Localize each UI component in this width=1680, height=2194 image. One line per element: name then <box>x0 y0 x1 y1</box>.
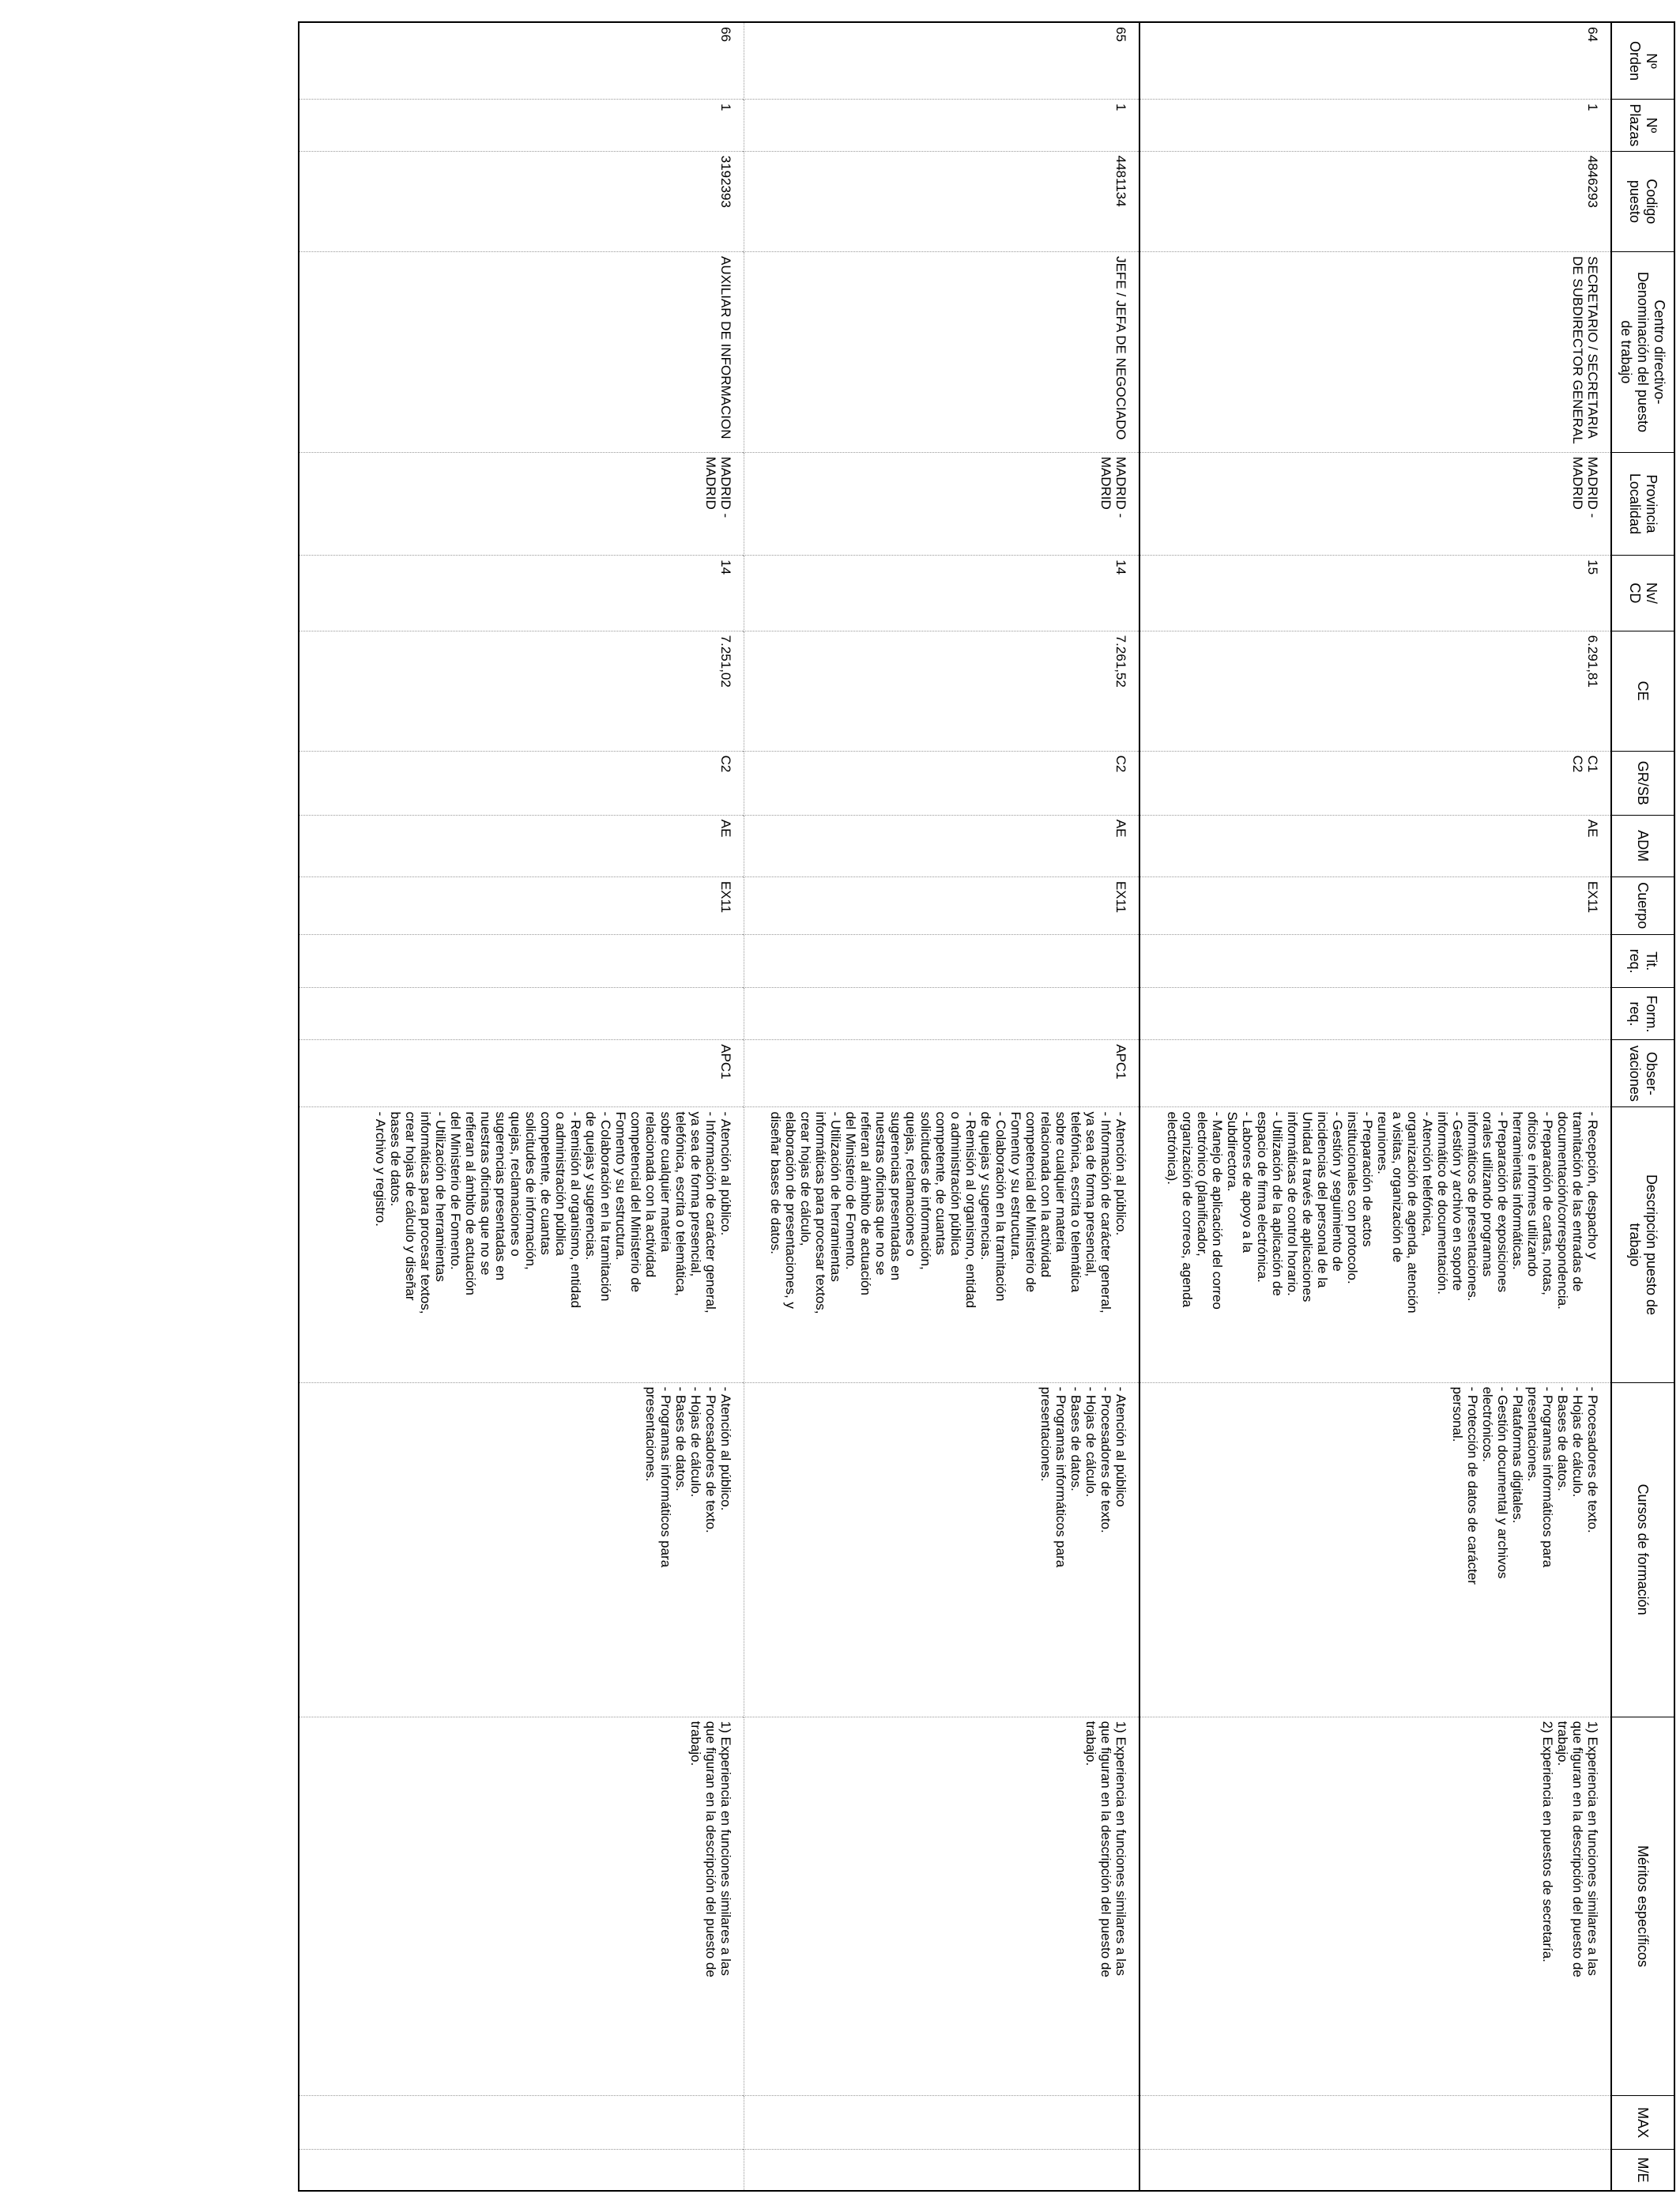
header-descripcion: Descripción puesto de trabajo <box>1611 1107 1674 1382</box>
header-me: M/E <box>1611 2150 1674 2192</box>
table-row <box>299 22 744 2191</box>
header-form: Form. req. <box>1611 988 1674 1040</box>
cell-orden: 66 <box>299 22 744 100</box>
header-codigo: Codigo puesto <box>1611 151 1674 251</box>
cell-me <box>1139 2150 1611 2192</box>
cell-meritos: 1) Experiencia en funciones similares a las que figuran en la descripción del puesto de trabajo. <box>744 1717 1139 2096</box>
cell-codigo: 4846293 <box>1139 151 1611 251</box>
cell-grsb: C2 <box>299 751 744 815</box>
cell-orden: 65 <box>744 22 1139 100</box>
header-provincia: Provincia Localidad <box>1611 452 1674 555</box>
cell-codigo: 4481134 <box>744 151 1139 251</box>
header-orden: Nº Orden <box>1611 22 1674 100</box>
cell-plazas: 1 <box>1139 100 1611 152</box>
cell-cuerpo: EX11 <box>744 876 1139 934</box>
cell-grsb: C2 <box>744 751 1139 815</box>
cell-ce: 6.291,81 <box>1139 631 1611 751</box>
cell-nivel: 15 <box>1139 556 1611 631</box>
cell-adm: AE <box>1139 815 1611 876</box>
header-cursos: Cursos de formación <box>1611 1382 1674 1717</box>
header-nivel: Nv/ CD <box>1611 556 1674 631</box>
cell-meritos: 1) Experiencia en funciones similares a las que figuran en la descripción del puesto de trabajo. <box>299 1717 744 2096</box>
cell-provincia: MADRID - MADRID <box>1139 452 1611 555</box>
cell-ce: 7.251,02 <box>299 631 744 751</box>
cell-centro: SECRETARIO / SECRETARIA DE SUBDIRECTOR GENERAL <box>1139 252 1611 453</box>
header-ce: CE <box>1611 631 1674 751</box>
cell-orden: 64 <box>1139 22 1611 100</box>
cell-max <box>1139 2096 1611 2150</box>
header-cuerpo: Cuerpo <box>1611 876 1674 934</box>
cell-descripcion: - Recepción, despacho y tramitación de las entradas de documentación/correspondencia. - Preparación de cartas, notas, oficios e informes utilizando herramientas informáticas. - Preparación de exposiciones orales utilizando programas informáticos de presentaciones. - Gestión y archivo en soporte informático de documentación. - Atención telefónica, organización de agenda, atención a visitas, organización de reuniones. - Preparación de actos institucionales con protocolo. - Gestión y seguimiento de incidencias del personal de la Unidad a través de aplicaciones informáticas de control horario. - Utilización de la aplicación de espacio de firma electrónica. - Labores de apoyo a la Subdirectora. - Manejo de aplicación del correo electrónico (planificador, organización de correos, agenda electrónica). <box>1139 1107 1611 1382</box>
header-row <box>1611 22 1674 2191</box>
cell-provincia: MADRID - MADRID <box>299 452 744 555</box>
header-centro: Centro directivo- Denominación del puesto de trabajo <box>1611 252 1674 453</box>
cell-nivel: 14 <box>299 556 744 631</box>
cell-cursos: - Atención al público - Procesadores de texto. - Hojas de cálculo. - Bases de datos. - Programas informáticos para presentaciones. <box>744 1382 1139 1717</box>
cell-plazas: 1 <box>299 100 744 152</box>
header-obs: Obser- vaciones <box>1611 1040 1674 1107</box>
cell-me <box>299 2150 744 2192</box>
cell-obs: APC1 <box>299 1040 744 1107</box>
cell-plazas: 1 <box>744 100 1139 152</box>
cell-form <box>299 988 744 1040</box>
header-max: MAX <box>1611 2096 1674 2150</box>
cell-tit <box>744 934 1139 988</box>
cell-cursos: - Procesadores de texto. - Hojas de cálculo. - Bases de datos. - Programas informáticos para presentaciones. - Plataformas digitales. - Gestión documental y archivos electrónicos. - Protección de datos de carácter personal. <box>1139 1382 1611 1717</box>
cell-descripcion: - Atención al público. - Información de carácter general, ya sea de forma presencial, telefónica, escrita o telemática, sobre cualquier materia relacionada con la actividad competencial del Ministerio de Fomento y su estructura. - Colaboración en la tramitación de quejas y sugerencias. - Remisión al organismo, entidad o administración pública competente, de cuantas solicitudes de información, quejas, reclamaciones o sugerencias presentadas en nuestras oficinas que no se refieran al ámbito de actuación del Ministerio de Fomento. - Utilización de herramientas informáticas para procesar textos, crear hojas de cálculo y diseñar bases de datos. - Archivo y registro. <box>299 1107 744 1382</box>
cell-provincia: MADRID - MADRID <box>744 452 1139 555</box>
header-plazas: Nº Plazas <box>1611 100 1674 152</box>
header-meritos: Méritos específicos <box>1611 1717 1674 2096</box>
cell-max <box>299 2096 744 2150</box>
table-row <box>744 22 1139 2191</box>
cell-max <box>744 2096 1139 2150</box>
cell-cuerpo: EX11 <box>299 876 744 934</box>
job-positions-table <box>298 21 1675 2192</box>
cell-meritos: 1) Experiencia en funciones similares a las que figuran en la descripción del puesto de trabajo. 2) Experiencia en puestos de secretaría. <box>1139 1717 1611 2096</box>
header-adm: ADM <box>1611 815 1674 876</box>
header-grsb: GR/SB <box>1611 751 1674 815</box>
cell-codigo: 3192393 <box>299 151 744 251</box>
cell-tit <box>299 934 744 988</box>
cell-cursos: - Atención al público. - Procesadores de texto. - Hojas de cálculo. - Bases de datos. - Programas informáticos para presentaciones. <box>299 1382 744 1717</box>
cell-grsb: C1 C2 <box>1139 751 1611 815</box>
cell-cuerpo: EX11 <box>1139 876 1611 934</box>
cell-adm: AE <box>299 815 744 876</box>
cell-form <box>744 988 1139 1040</box>
cell-descripcion: - Atención al público. - Información de carácter general, ya sea de forma presencial, telefónica, escrita o telemática sobre cualquier materia relacionada con la actividad competencial del Ministerio de Fomento y su estructura. - Colaboración en la tramitación de quejas y sugerencias. - Remisión al organismo, entidad o administración pública competente, de cuantas solicitudes de información, quejas, reclamaciones o sugerencias presentadas en nuestras oficinas que no se refieran al ámbito de actuación del Ministerio de Fomento. - Utilización de herramientas informáticas para procesar textos, crear hojas de cálculo, elaboración de presentaciones, y diseñar bases de datos. <box>744 1107 1139 1382</box>
cell-me <box>744 2150 1139 2192</box>
cell-nivel: 14 <box>744 556 1139 631</box>
cell-centro: AUXILIAR DE INFORMACION <box>299 252 744 453</box>
table-row <box>1139 22 1611 2191</box>
cell-tit <box>1139 934 1611 988</box>
cell-form <box>1139 988 1611 1040</box>
cell-ce: 7.261,52 <box>744 631 1139 751</box>
cell-centro: JEFE / JEFA DE NEGOCIADO <box>744 252 1139 453</box>
cell-obs <box>1139 1040 1611 1107</box>
cell-obs: APC1 <box>744 1040 1139 1107</box>
cell-adm: AE <box>744 815 1139 876</box>
header-tit: Tit. req. <box>1611 934 1674 988</box>
